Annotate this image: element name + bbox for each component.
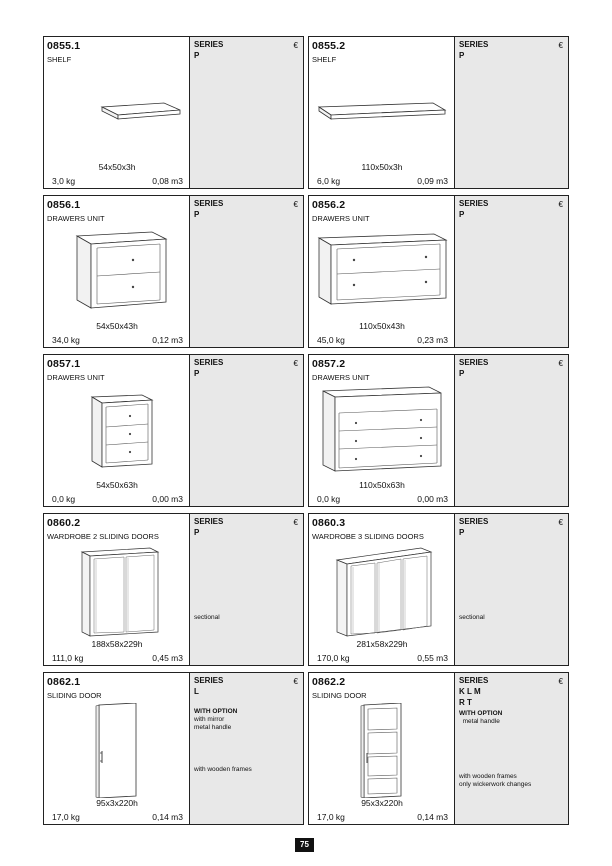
product-code: 0855.2: [312, 40, 346, 52]
card-info-panel: [309, 37, 455, 188]
product-weight: 17,0 kg: [317, 812, 345, 822]
card-series-panel: [455, 673, 568, 824]
series-note: sectional: [194, 614, 220, 621]
product-volume: 0,00 m3: [152, 494, 183, 504]
product-volume: 0,14 m3: [152, 812, 183, 822]
product-code: 0857.1: [47, 358, 81, 370]
euro-icon: €: [558, 359, 563, 368]
card-info-panel: [44, 673, 190, 824]
series-label: SERIES: [459, 676, 489, 685]
series-label: SERIES: [459, 358, 489, 367]
wardrobe-drawing: [44, 544, 190, 639]
series-label: SERIES: [459, 517, 489, 526]
product-code: 0856.1: [47, 199, 81, 211]
product-dimensions: 110x50x3h: [361, 162, 403, 172]
product-name: DRAWERS UNIT: [47, 373, 105, 382]
product-dimensions: 110x50x63h: [359, 480, 405, 490]
product-volume: 0,09 m3: [417, 176, 448, 186]
series-label: SERIES: [194, 199, 224, 208]
product-card-0862-1: [43, 672, 304, 825]
card-info-panel: [44, 37, 190, 188]
card-series-panel: [190, 355, 303, 506]
euro-icon: €: [558, 41, 563, 50]
card-series-panel: [190, 196, 303, 347]
series-label: SERIES: [194, 676, 224, 685]
product-name: DRAWERS UNIT: [312, 373, 370, 382]
product-dimensions: 95x3x220h: [96, 798, 138, 808]
card-info-panel: [309, 673, 455, 824]
product-weight: 6,0 kg: [317, 176, 341, 186]
series-label: SERIES: [194, 358, 224, 367]
product-code: 0860.2: [47, 517, 81, 529]
option-line: metal handle: [194, 724, 232, 731]
product-weight: 0,0 kg: [317, 494, 341, 504]
product-volume: 0,55 m3: [417, 653, 448, 663]
product-volume: 0,12 m3: [152, 335, 183, 345]
euro-icon: €: [293, 200, 298, 209]
product-volume: 0,23 m3: [417, 335, 448, 345]
option-title: WITH OPTION: [459, 710, 503, 717]
product-card-0860-2: [43, 513, 304, 666]
card-info-panel: [44, 196, 190, 347]
product-weight: 17,0 kg: [52, 812, 80, 822]
card-info-panel: [309, 355, 455, 506]
product-name: DRAWERS UNIT: [312, 214, 370, 223]
product-name: SLIDING DOOR: [47, 691, 102, 700]
card-info-panel: [44, 514, 190, 665]
euro-icon: €: [558, 677, 563, 686]
card-series-panel: [455, 514, 568, 665]
product-dimensions: 54x50x43h: [96, 321, 138, 331]
wardrobe-drawing: [309, 544, 455, 639]
series-value: P: [194, 528, 200, 537]
product-card-0855-1: [43, 36, 304, 189]
card-info-panel: [309, 514, 455, 665]
card-series-panel: [455, 355, 568, 506]
product-name: DRAWERS UNIT: [47, 214, 105, 223]
product-dimensions: 54x50x63h: [96, 480, 138, 490]
series-label: SERIES: [194, 40, 224, 49]
page-number: 75: [295, 838, 314, 852]
product-dimensions: 188x58x229h: [91, 639, 143, 649]
shelf-drawing: [309, 67, 455, 162]
euro-icon: €: [293, 41, 298, 50]
product-code: 0862.1: [47, 676, 81, 688]
product-card-0856-1: [43, 195, 304, 348]
series-value: P: [459, 369, 465, 378]
product-name: SHELF: [312, 55, 337, 64]
product-name: SLIDING DOOR: [312, 691, 367, 700]
series-label: SERIES: [459, 199, 489, 208]
card-series-panel: [190, 514, 303, 665]
product-code: 0856.2: [312, 199, 346, 211]
series-value: P: [459, 528, 465, 537]
product-volume: 0,14 m3: [417, 812, 448, 822]
product-name: SHELF: [47, 55, 72, 64]
product-card-0860-3: [308, 513, 569, 666]
product-card-0862-2: [308, 672, 569, 825]
product-weight: 34,0 kg: [52, 335, 80, 345]
euro-icon: €: [293, 677, 298, 686]
sliding-door-drawing: [44, 703, 190, 798]
product-weight: 3,0 kg: [52, 176, 76, 186]
product-weight: 45,0 kg: [317, 335, 345, 345]
product-card-0857-1: [43, 354, 304, 507]
product-dimensions: 110x50x43h: [359, 321, 405, 331]
product-card-0856-2: [308, 195, 569, 348]
card-series-panel: [190, 37, 303, 188]
series-value: L: [194, 687, 199, 696]
shelf-drawing: [44, 67, 190, 162]
option-title: WITH OPTION: [194, 708, 238, 715]
product-card-0857-2: [308, 354, 569, 507]
product-weight: 170,0 kg: [317, 653, 350, 663]
product-dimensions: 281x58x229h: [356, 639, 408, 649]
option-line: with mirror: [194, 716, 225, 723]
product-dimensions: 54x50x3h: [98, 162, 136, 172]
card-info-panel: [44, 355, 190, 506]
series-note: only wickerwork changes: [459, 781, 532, 788]
drawers-unit-drawing: [309, 385, 455, 480]
product-card-0855-2: [308, 36, 569, 189]
series-value: P: [459, 210, 465, 219]
series-value: P: [194, 51, 200, 60]
series-note: with wooden frames: [194, 766, 252, 773]
series-note: with wooden frames: [459, 773, 517, 780]
series-value-2: R T: [459, 698, 472, 707]
sliding-door-drawing: [309, 703, 455, 798]
product-weight: 111,0 kg: [52, 653, 84, 663]
euro-icon: €: [558, 518, 563, 527]
drawers-unit-drawing: [44, 385, 190, 480]
product-volume: 0,08 m3: [152, 176, 183, 186]
series-label: SERIES: [194, 517, 224, 526]
drawers-unit-drawing: [309, 226, 455, 321]
series-label: SERIES: [459, 40, 489, 49]
series-note: sectional: [459, 614, 485, 621]
product-name: WARDROBE 3 SLIDING DOORS: [312, 532, 424, 541]
product-code: 0862.2: [312, 676, 346, 688]
euro-icon: €: [293, 518, 298, 527]
product-dimensions: 95x3x220h: [361, 798, 403, 808]
euro-icon: €: [293, 359, 298, 368]
product-name: WARDROBE 2 SLIDING DOORS: [47, 532, 159, 541]
product-code: 0855.1: [47, 40, 81, 52]
product-volume: 0,45 m3: [152, 653, 183, 663]
product-volume: 0,00 m3: [417, 494, 448, 504]
euro-icon: €: [558, 200, 563, 209]
series-value: P: [194, 210, 200, 219]
card-info-panel: [309, 196, 455, 347]
series-value: P: [459, 51, 465, 60]
option-line: metal handle: [459, 718, 500, 725]
product-weight: 0,0 kg: [52, 494, 76, 504]
drawers-unit-drawing: [44, 226, 190, 321]
series-value: K L M: [459, 687, 481, 696]
product-code: 0857.2: [312, 358, 346, 370]
card-series-panel: [455, 196, 568, 347]
series-value: P: [194, 369, 200, 378]
card-series-panel: [190, 673, 303, 824]
card-series-panel: [455, 37, 568, 188]
product-code: 0860.3: [312, 517, 346, 529]
